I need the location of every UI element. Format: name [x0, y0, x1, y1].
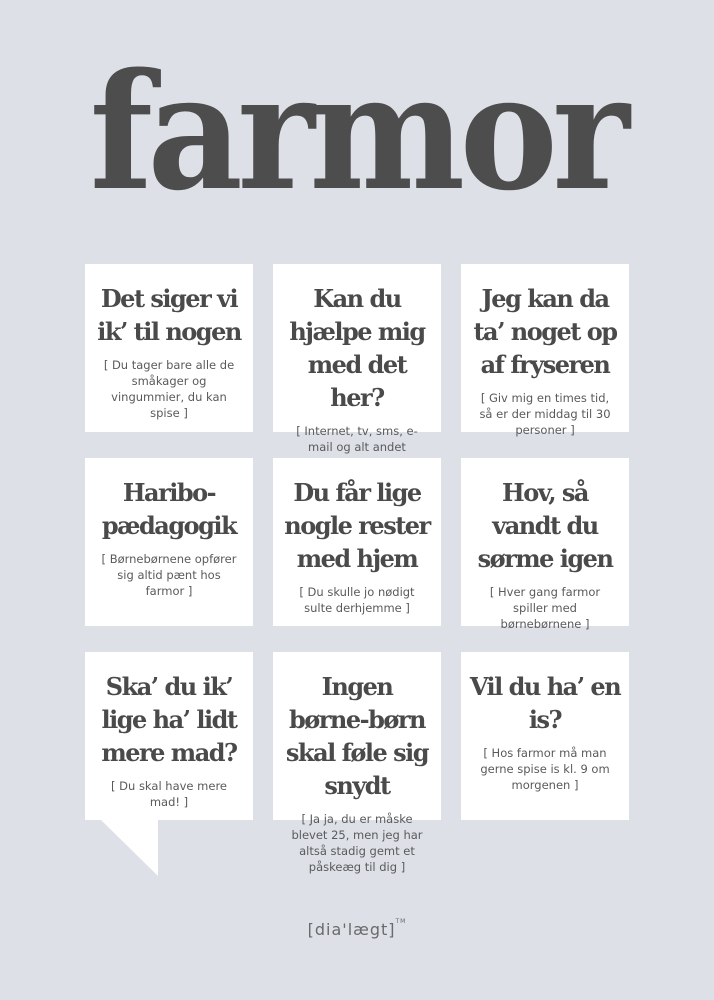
quote-card: [273, 458, 441, 626]
quote-subtext: [ Hver gang farmor spiller med børnebørnene ]: [489, 585, 601, 631]
poster-title: farmor: [89, 38, 625, 226]
quote-heading: Jeg kan da ta’ noget op af fryseren: [473, 284, 617, 379]
quote-heading: Det siger vi ik’ til nogen: [97, 284, 241, 346]
quote-subtext: [ Børnebørnene opfører sig altid pænt hos farmor ]: [101, 552, 237, 598]
trademark-mark: TM: [395, 918, 407, 925]
quote-subtext: [ Giv mig en times tid, så er der middag til 30 personer ]: [479, 391, 611, 437]
quote-heading: Du får lige nogle rester med hjem: [284, 478, 430, 573]
quote-card: [273, 652, 441, 874]
quote-subtext: [ Hos farmor må man gerne spise is kl. 9 om morgenen ]: [480, 746, 610, 792]
quote-subtext: [ Ja ja, du er måske blevet 25, men jeg har altså stadig gemt et påskeæg til dig ]: [291, 812, 423, 874]
quote-card: [461, 264, 629, 437]
quote-card: [461, 458, 629, 631]
quote-subtext: [ Du skulle jo nødigt sulte derhjemme ]: [299, 585, 415, 615]
quote-card: [461, 652, 629, 820]
quote-card: [85, 458, 253, 626]
quote-card: [85, 652, 253, 820]
quote-card: [85, 264, 253, 432]
quote-card: [273, 264, 441, 454]
quote-heading: Hov, så vandt du sørme igen: [477, 478, 613, 573]
quote-heading: Kan du hjælpe mig med det her?: [289, 284, 425, 412]
speech-bubble-tail: [101, 820, 158, 876]
quote-heading: Ingen børne-børn skal føle sig snydt: [285, 672, 429, 800]
quote-heading: Vil du ha’ en is?: [469, 672, 621, 734]
quote-subtext: [ Du tager bare alle de småkager og vingummier, du kan spise ]: [103, 358, 235, 420]
quote-heading: Ska’ du ik’ lige ha’ lidt mere mad?: [101, 672, 237, 767]
brand-logo-text: [dia'lægt]: [307, 920, 396, 939]
quote-heading: Haribo-pædagogik: [101, 478, 237, 540]
brand-logo: [0, 920, 714, 939]
quote-subtext: [ Internet, tv, sms, e-mail og alt andet: [296, 424, 418, 454]
quote-subtext: [ Du skal have mere mad! ]: [111, 779, 227, 809]
